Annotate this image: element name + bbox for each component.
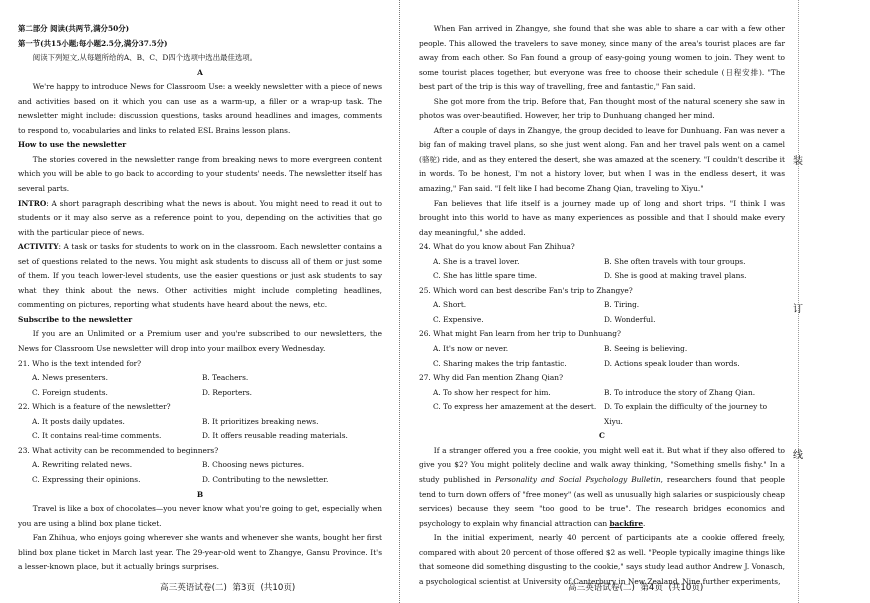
option: B. It prioritizes breaking news. (202, 416, 319, 426)
binding-char-3: 线 (793, 450, 803, 461)
passage-b-paragraph-1: Travel is like a box of chocolates—you never know what you're going to get, especially when you are using a blind box plane ticket. (18, 504, 382, 528)
option: A. News presenters. (32, 373, 108, 383)
question-21-options-row-1 (18, 371, 382, 386)
question-27: 27. Why did Fan mention Zhang Qian? (419, 373, 564, 383)
option: A. Rewriting related news. (32, 460, 133, 470)
option: A. She is a travel lover. (433, 256, 520, 266)
question-26-options-row-1 (419, 342, 785, 357)
passage-c-paragraph-2: In the initial experiment, nearly 40 percent of participants ate a cookie offered freely, compared with about 20 percent of those offered $2 as well. "People typically imagine things like that someone did something disgusting to the cookie," says study lead author Andrew J. Vonasch, a psychological scientist at University of Canterbury in New Zealand. Nine further experiments, (419, 533, 785, 586)
option: C. Sharing makes the trip fantastic. (433, 358, 567, 368)
option: D. She is good at making travel plans. (604, 271, 747, 281)
question-24-options-row-2 (419, 269, 785, 284)
question-27-options-row-2 (419, 400, 785, 429)
footer-left: 高三英语试卷(二) 第3页 (共10页) (160, 583, 296, 593)
binding-char-1: 装 (793, 156, 803, 167)
c-text-2: , researchers found that people tend to turn down offers of "free money" (as well as unusually high salaries or suspiciously cheap services) because they seem "too good to be true". The research bridges economics and psychology to explain why financial attraction can (419, 474, 786, 528)
question-23-options-row-2 (18, 473, 382, 488)
option: B. Choosing news pictures. (202, 460, 305, 470)
left-page (18, 22, 382, 575)
question-23: 23. What activity can be recommended to beginners? (18, 445, 219, 455)
passage-a-heading-2: Subscribe to the newsletter (18, 314, 133, 324)
question-21-options-row-2 (18, 386, 382, 401)
question-25: 25. Which word can best describe Fan's trip to Zhangye? (419, 285, 633, 295)
question-22-options-row-1 (18, 415, 382, 430)
option: C. Expensive. (433, 314, 484, 324)
page-fold-line (399, 0, 400, 603)
option: C. Foreign students. (32, 387, 108, 397)
passage-a-intro (18, 197, 382, 241)
instruction: 阅读下列短文,从每题所给的A、B、C、D四个选项中选出最佳选项。 (32, 53, 258, 63)
option: A. To show her respect for him. (433, 387, 551, 397)
option: B. Tiring. (604, 300, 640, 310)
activity-label: ACTIVITY (18, 242, 59, 252)
option: C. To express her amazement at the desert. (433, 402, 597, 412)
passage-a-heading-1: How to use the newsletter (18, 140, 127, 150)
option: D. Wonderful. (604, 314, 656, 324)
passage-b-paragraph-5: After a couple of days in Zhangye, the group decided to leave for Dunhuang. Fan was never a big fan of making travel plans, so she just went along. Fan and her travel pals went on a camel (骆驼) ride, and as they entered the desert, she was amazed at the scenery. "I couldn't describe it in words. To be honest, I'm not a history lover, but when I was in the endless desert, it was amazing," Fan said. "I felt like I had become Zhang Qian, traveling to Xiyu." (419, 125, 785, 194)
c-text-1: If a stranger offered you a free cookie, you might well eat it. But what if they also offered to give you $2? You might politely decline and walk away thinking, "Something smells fishy." In a study published in (419, 445, 785, 484)
intro-label: INTRO (18, 198, 47, 208)
passage-a-paragraph-2: The stories covered in the newsletter range from breaking news to more evergreen content which you will be able to go back to according to your students' needs. The newsletter itself has several parts. (18, 154, 382, 194)
option: B. Seeing is believing. (604, 344, 688, 354)
footer-right: 高三英语试卷(二) 第4页 (共10页) (568, 583, 704, 593)
question-26-options-row-2 (419, 357, 785, 372)
passage-a-activity (18, 240, 382, 313)
question-22: 22. Which is a feature of the newsletter? (18, 402, 171, 412)
passage-a-paragraph-1: We're happy to introduce News for Classroom Use: a weekly newsletter with a piece of news and activities based on it which you can use as a warm-up, a filler or a wrap-up task. The newsletter might include: discussion questions, tasks around headlines and images, comments to respond to, vocabularies and links to related ESL Brains lesson plans. (18, 82, 382, 135)
option: B. Teachers. (202, 373, 249, 383)
question-22-options-row-2 (18, 429, 382, 444)
option: A. It posts daily updates. (32, 416, 125, 426)
passage-a-paragraph-3: If you are an Unlimited or a Premium user and you're subscribed to our newsletters, the News for Classroom Use newsletter will drop into your mailbox every Wednesday. (18, 329, 382, 354)
question-26: 26. What might Fan learn from her trip to Dunhuang? (419, 329, 621, 339)
question-25-options-row-2 (419, 313, 785, 328)
option: D. Actions speak louder than words. (604, 358, 740, 368)
question-23-options-row-1 (18, 458, 382, 473)
passage-b-label: B (196, 489, 204, 499)
option: D. To explain the difficulty of the journey to Xiyu. (604, 402, 768, 426)
passage-b-paragraph-6: Fan believes that life itself is a journey made up of long and short trips. "I think I was brought into this world to have as many experiences as possible and that I should make every day meaningful," she added. (419, 198, 785, 237)
question-25-options-row-1 (419, 298, 785, 313)
right-page (419, 22, 785, 589)
option: A. It's now or never. (433, 344, 509, 354)
passage-b-paragraph-3: When Fan arrived in Zhangye, she found that she was able to share a car with a few other people. This allowed the travelers to save money, since many of the area's tourist places are far away from each other. So Fan found a group of easy-going young women to join. They went to some tourist places together, but everyone was free to choose their schedule (日程安排). "The best part of the trip is this way of travelling, free and fantastic," Fan said. (419, 24, 785, 92)
option: B. She often travels with tour groups. (604, 256, 746, 266)
passage-a-label: A (197, 67, 203, 77)
option: C. She has little spare time. (433, 271, 537, 281)
option: D. Contributing to the newsletter. (202, 474, 329, 484)
passage-b-paragraph-4: She got more from the trip. Before that, Fan thought most of the natural scenery she saw in photos was over-beautified. However, her trip to Dunhuang changed her mind. (419, 96, 785, 121)
journal-title: Personality and Social Psychology Bulletin (495, 474, 661, 484)
option: C. It contains real-time comments. (32, 431, 162, 441)
activity-text: : A task or tasks for students to work on in the classroom. Each newsletter contains a set of questions related to the news. You might ask students to discuss all of them or just some of them. If you teach lower-level students, use the easier questions or just ask students to say what they think about the news. Other activities might include completing headlines, commenting on pictures, reporting what students have heard about the news, etc. (18, 242, 382, 310)
question-24-options-row-1 (419, 255, 785, 270)
binding-char-2: 订 (793, 304, 803, 315)
option: D. Reporters. (202, 387, 253, 397)
keyword-backfire: backfire (609, 518, 644, 528)
question-24: 24. What do you know about Fan Zhihua? (419, 242, 575, 252)
passage-c-label: C (599, 431, 605, 441)
passage-b-paragraph-2: Fan Zhihua, who enjoys going wherever she wants and whenever she wants, bought her first blind box plane ticket in March last year. The 29-year-old went to Zhangye, Gansu Province. It's a lesser-known place, but it actually brings surprises. (18, 533, 382, 572)
option: C. Expressing their opinions. (32, 474, 141, 484)
part-heading: 第二部分 阅读(共两节,满分50分) (18, 24, 130, 33)
c-text-3: . (643, 518, 646, 528)
intro-text: : A short paragraph describing what the news is about. You might need to read it out to students or it may also serve as a reference point to you, depending on the activities that go with the particular piece of news. (18, 198, 382, 237)
question-27-options-row-1 (419, 386, 785, 401)
section-heading: 第一节(共15小题;每小题2.5分,满分37.5分) (18, 38, 168, 48)
option: B. To introduce the story of Zhang Qian. (604, 387, 756, 397)
passage-c-paragraph-1 (419, 444, 785, 531)
question-21: 21. Who is the text intended for? (18, 358, 142, 368)
option: D. It offers reusable reading materials. (202, 431, 348, 441)
option: A. Short. (433, 300, 467, 310)
